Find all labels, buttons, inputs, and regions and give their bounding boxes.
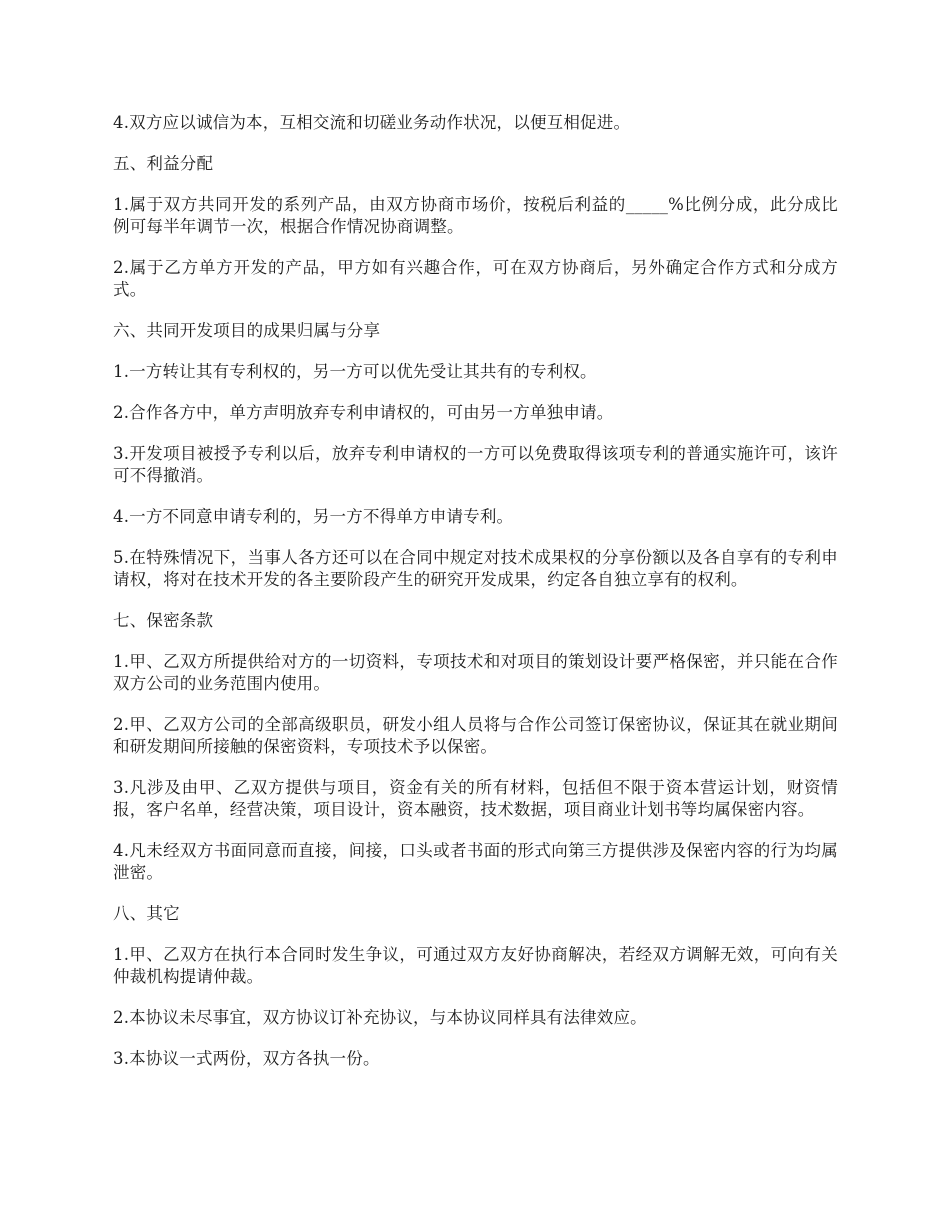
section-heading-ownership: 六、共同开发项目的成果归属与分享 [113,321,381,340]
clause-confidentiality-1: 1.甲、乙双方所提供给对方的一切资料，专项技术和对项目的策划设计要严格保密，并只能在合作双方公司的业务范围内使用。 [113,652,838,693]
section-heading-confidentiality: 七、保密条款 [113,611,214,630]
clause-confidentiality-2: 2.甲、乙双方公司的全部高级职员，研发小组人员将与合作公司签订保密协议，保证其在就业期间和研发期间所接触的保密资料，专项技术予以保密。 [113,715,838,756]
clause-profit-1: 1.属于双方共同开发的系列产品，由双方协商市场价，按税后利益的_____%比例分成，此分成比例可每半年调节一次，根据合作情况协商调整。 [113,195,838,236]
section-heading-profit: 五、利益分配 [113,154,214,173]
clause-other-1: 1.甲、乙双方在执行本合同时发生争议，可通过双方友好协商解决，若经双方调解无效，可向有关仲裁机构提请仲裁。 [113,945,838,986]
clause-ownership-5: 5.在特殊情况下，当事人各方还可以在合同中规定对技术成果权的分享份额以及各自享有的专利申请权，将对在技术开发的各主要阶段产生的研究开发成果，约定各自独立享有的权利。 [113,548,838,589]
clause-confidentiality-3: 3.凡涉及由甲、乙双方提供与项目，资金有关的所有材料，包括但不限于资本营运计划，财资情报，客户名单，经营决策，项目设计，资本融资，技术数据，项目商业计划书等均属保密内容。 [113,778,838,819]
clause-other-3: 3.本协议一式两份，双方各执一份。 [113,1049,380,1068]
clause-ownership-1: 1.一方转让其有专利权的，另一方可以优先受让其共有的专利权。 [113,362,597,381]
clause-other-2: 2.本协议未尽事宜，双方协议订补充协议，与本协议同样具有法律效应。 [113,1008,647,1027]
clause-cooperation-4: 4.双方应以诚信为本，互相交流和切磋业务动作状况，以便互相促进。 [113,113,631,132]
section-heading-other: 八、其它 [113,904,180,923]
clause-ownership-4: 4.一方不同意申请专利的，另一方不得单方申请专利。 [113,507,514,526]
clause-ownership-3: 3.开发项目被授予专利以后，放弃专利申请权的一方可以免费取得该项专利的普通实施许可，该许可不得撤消。 [113,444,838,485]
clause-confidentiality-4: 4.凡未经双方书面同意而直接，间接，口头或者书面的形式向第三方提供涉及保密内容的行为均属泄密。 [113,841,838,882]
clause-ownership-2: 2.合作各方中，单方声明放弃专利申请权的，可由另一方单独申请。 [113,403,614,422]
clause-profit-2: 2.属于乙方单方开发的产品，甲方如有兴趣合作，可在双方协商后，另外确定合作方式和分成方式。 [113,258,838,299]
